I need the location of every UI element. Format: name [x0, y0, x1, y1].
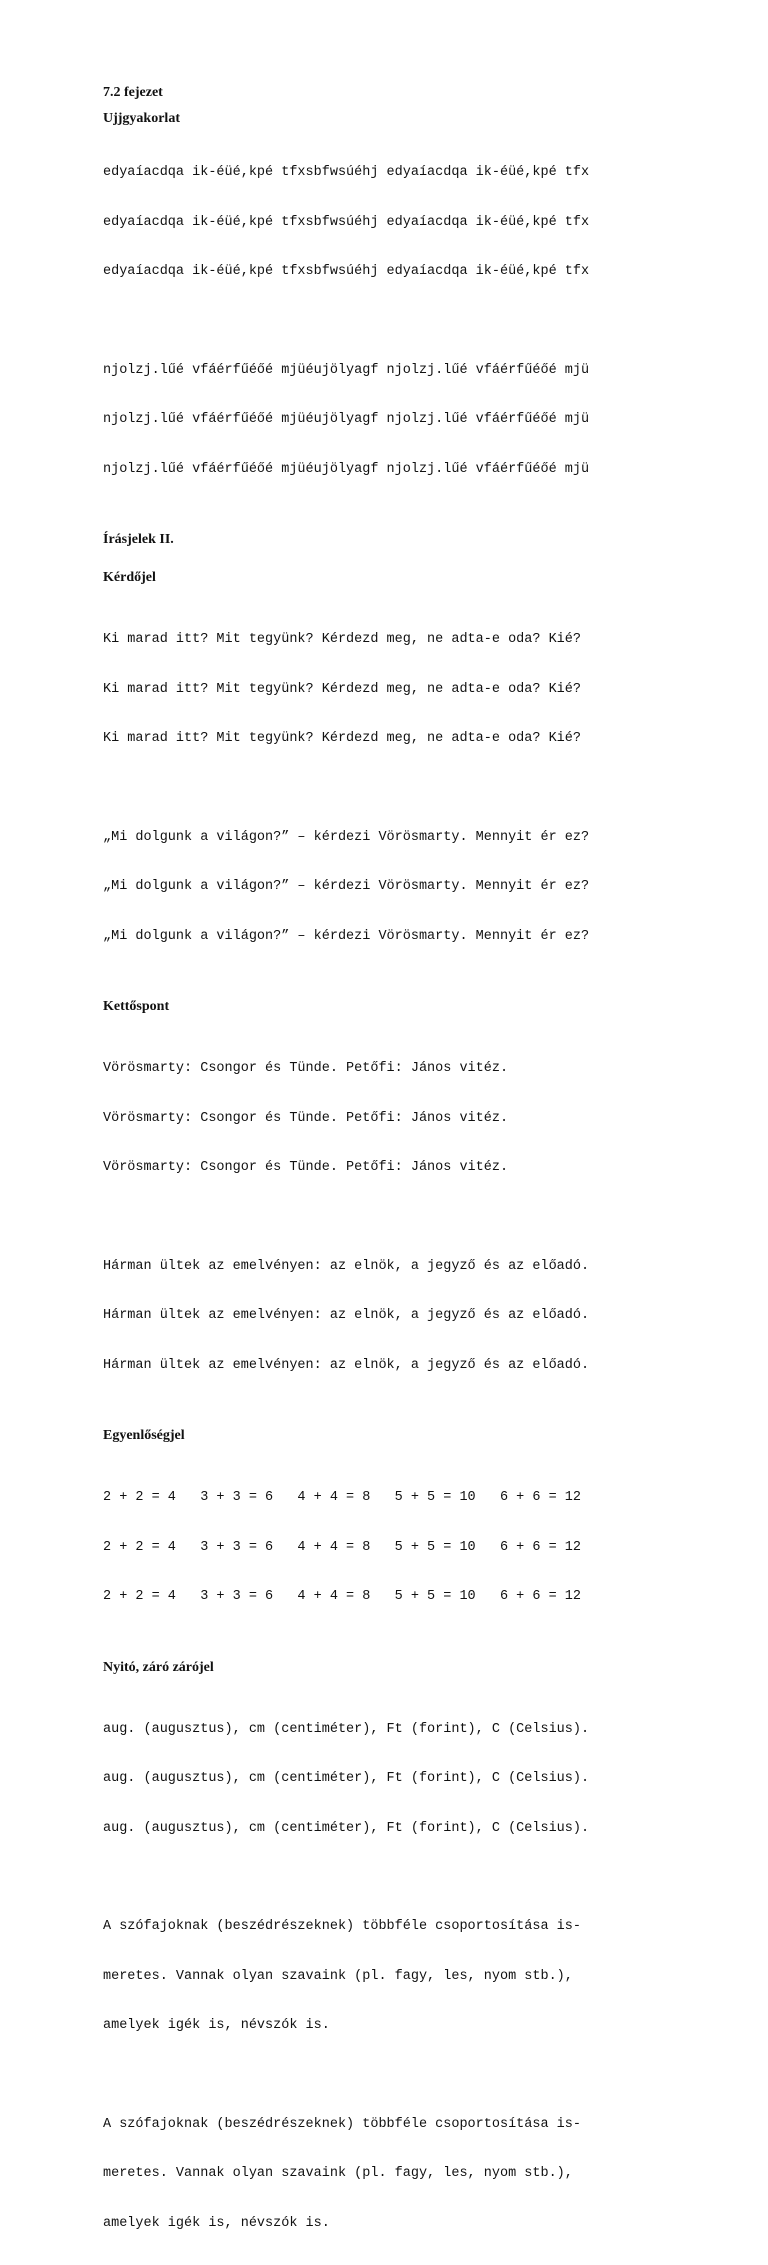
text-line: Hárman ültek az emelvényen: az elnök, a jegyző és az előadó.	[103, 1308, 743, 1325]
section-heading-ujjgyakorlat: Ujjgyakorlat	[103, 110, 743, 128]
chapter-title: 7.2 fejezet	[103, 84, 743, 102]
text-line: meretes. Vannak olyan szavaink (pl. fagy, les, nyom stb.),	[103, 1969, 743, 1986]
page-content	[103, 84, 743, 2265]
text-line: amelyek igék is, névszók is.	[103, 2216, 743, 2233]
text-line: edyaíacdqa ik-éüé,kpé tfxsbfwsúéhj edyaíacdqa ik-éüé,kpé tfx	[103, 165, 743, 182]
exercise-block	[103, 797, 743, 979]
section-heading-irasjelek: Írásjelek II.	[103, 531, 743, 549]
text-line: 2 + 2 = 4 3 + 3 = 6 4 + 4 = 8 5 + 5 = 10 6 + 6 = 12	[103, 1589, 743, 1606]
section-heading-kerdojel: Kérdőjel	[103, 569, 743, 587]
document-page	[0, 0, 768, 1024]
text-line: „Mi dolgunk a világon?” – kérdezi Vörösmarty. Mennyit ér ez?	[103, 830, 743, 847]
text-line: edyaíacdqa ik-éüé,kpé tfxsbfwsúéhj edyaíacdqa ik-éüé,kpé tfx	[103, 215, 743, 232]
section-heading-zarojel: Nyitó, záró zárójel	[103, 1659, 743, 1677]
text-line: 2 + 2 = 4 3 + 3 = 6 4 + 4 = 8 5 + 5 = 10 6 + 6 = 12	[103, 1540, 743, 1557]
text-line: Vörösmarty: Csongor és Tünde. Petőfi: János vitéz.	[103, 1061, 743, 1078]
exercise-paragraph	[103, 2084, 743, 2265]
text-line: Hárman ültek az emelvényen: az elnök, a jegyző és az előadó.	[103, 1358, 743, 1375]
text-line: aug. (augusztus), cm (centiméter), Ft (forint), C (Celsius).	[103, 1771, 743, 1788]
text-line: Vörösmarty: Csongor és Tünde. Petőfi: János vitéz.	[103, 1111, 743, 1128]
text-line: Vörösmarty: Csongor és Tünde. Petőfi: János vitéz.	[103, 1160, 743, 1177]
text-line: „Mi dolgunk a világon?” – kérdezi Vörösmarty. Mennyit ér ez?	[103, 879, 743, 896]
text-line: njolzj.lűé vfáérfűéőé mjüéujölyagf njolzj.lűé vfáérfűéőé mjü	[103, 462, 743, 479]
text-line: aug. (augusztus), cm (centiméter), Ft (forint), C (Celsius).	[103, 1722, 743, 1739]
exercise-block	[103, 599, 743, 781]
text-line: njolzj.lűé vfáérfűéőé mjüéujölyagf njolzj.lűé vfáérfűéőé mjü	[103, 363, 743, 380]
text-line: Ki marad itt? Mit tegyünk? Kérdezd meg, ne adta-e oda? Kié?	[103, 682, 743, 699]
text-line: A szófajoknak (beszédrészeknek) többféle csoportosítása is-	[103, 1919, 743, 1936]
text-line: „Mi dolgunk a világon?” – kérdezi Vörösmarty. Mennyit ér ez?	[103, 929, 743, 946]
section-heading-kettospont: Kettőspont	[103, 998, 743, 1016]
text-line: 2 + 2 = 4 3 + 3 = 6 4 + 4 = 8 5 + 5 = 10 6 + 6 = 12	[103, 1490, 743, 1507]
text-line: Hárman ültek az emelvényen: az elnök, a jegyző és az előadó.	[103, 1259, 743, 1276]
text-line: Ki marad itt? Mit tegyünk? Kérdezd meg, ne adta-e oda? Kié?	[103, 731, 743, 748]
text-line: A szófajoknak (beszédrészeknek) többféle csoportosítása is-	[103, 2117, 743, 2134]
text-line: meretes. Vannak olyan szavaink (pl. fagy, les, nyom stb.),	[103, 2166, 743, 2183]
exercise-block	[103, 1226, 743, 1408]
exercise-block	[103, 1457, 743, 1639]
text-line: njolzj.lűé vfáérfűéőé mjüéujölyagf njolzj.lűé vfáérfűéőé mjü	[103, 412, 743, 429]
exercise-block	[103, 330, 743, 512]
exercise-block	[103, 132, 743, 314]
exercise-block	[103, 1689, 743, 1871]
text-line: amelyek igék is, névszók is.	[103, 2018, 743, 2035]
text-line: Ki marad itt? Mit tegyünk? Kérdezd meg, ne adta-e oda? Kié?	[103, 632, 743, 649]
exercise-block	[103, 1028, 743, 1210]
section-heading-egyenlosegjel: Egyenlőségjel	[103, 1427, 743, 1445]
exercise-paragraph	[103, 1886, 743, 2068]
text-line: aug. (augusztus), cm (centiméter), Ft (forint), C (Celsius).	[103, 1821, 743, 1838]
text-line: edyaíacdqa ik-éüé,kpé tfxsbfwsúéhj edyaíacdqa ik-éüé,kpé tfx	[103, 264, 743, 281]
